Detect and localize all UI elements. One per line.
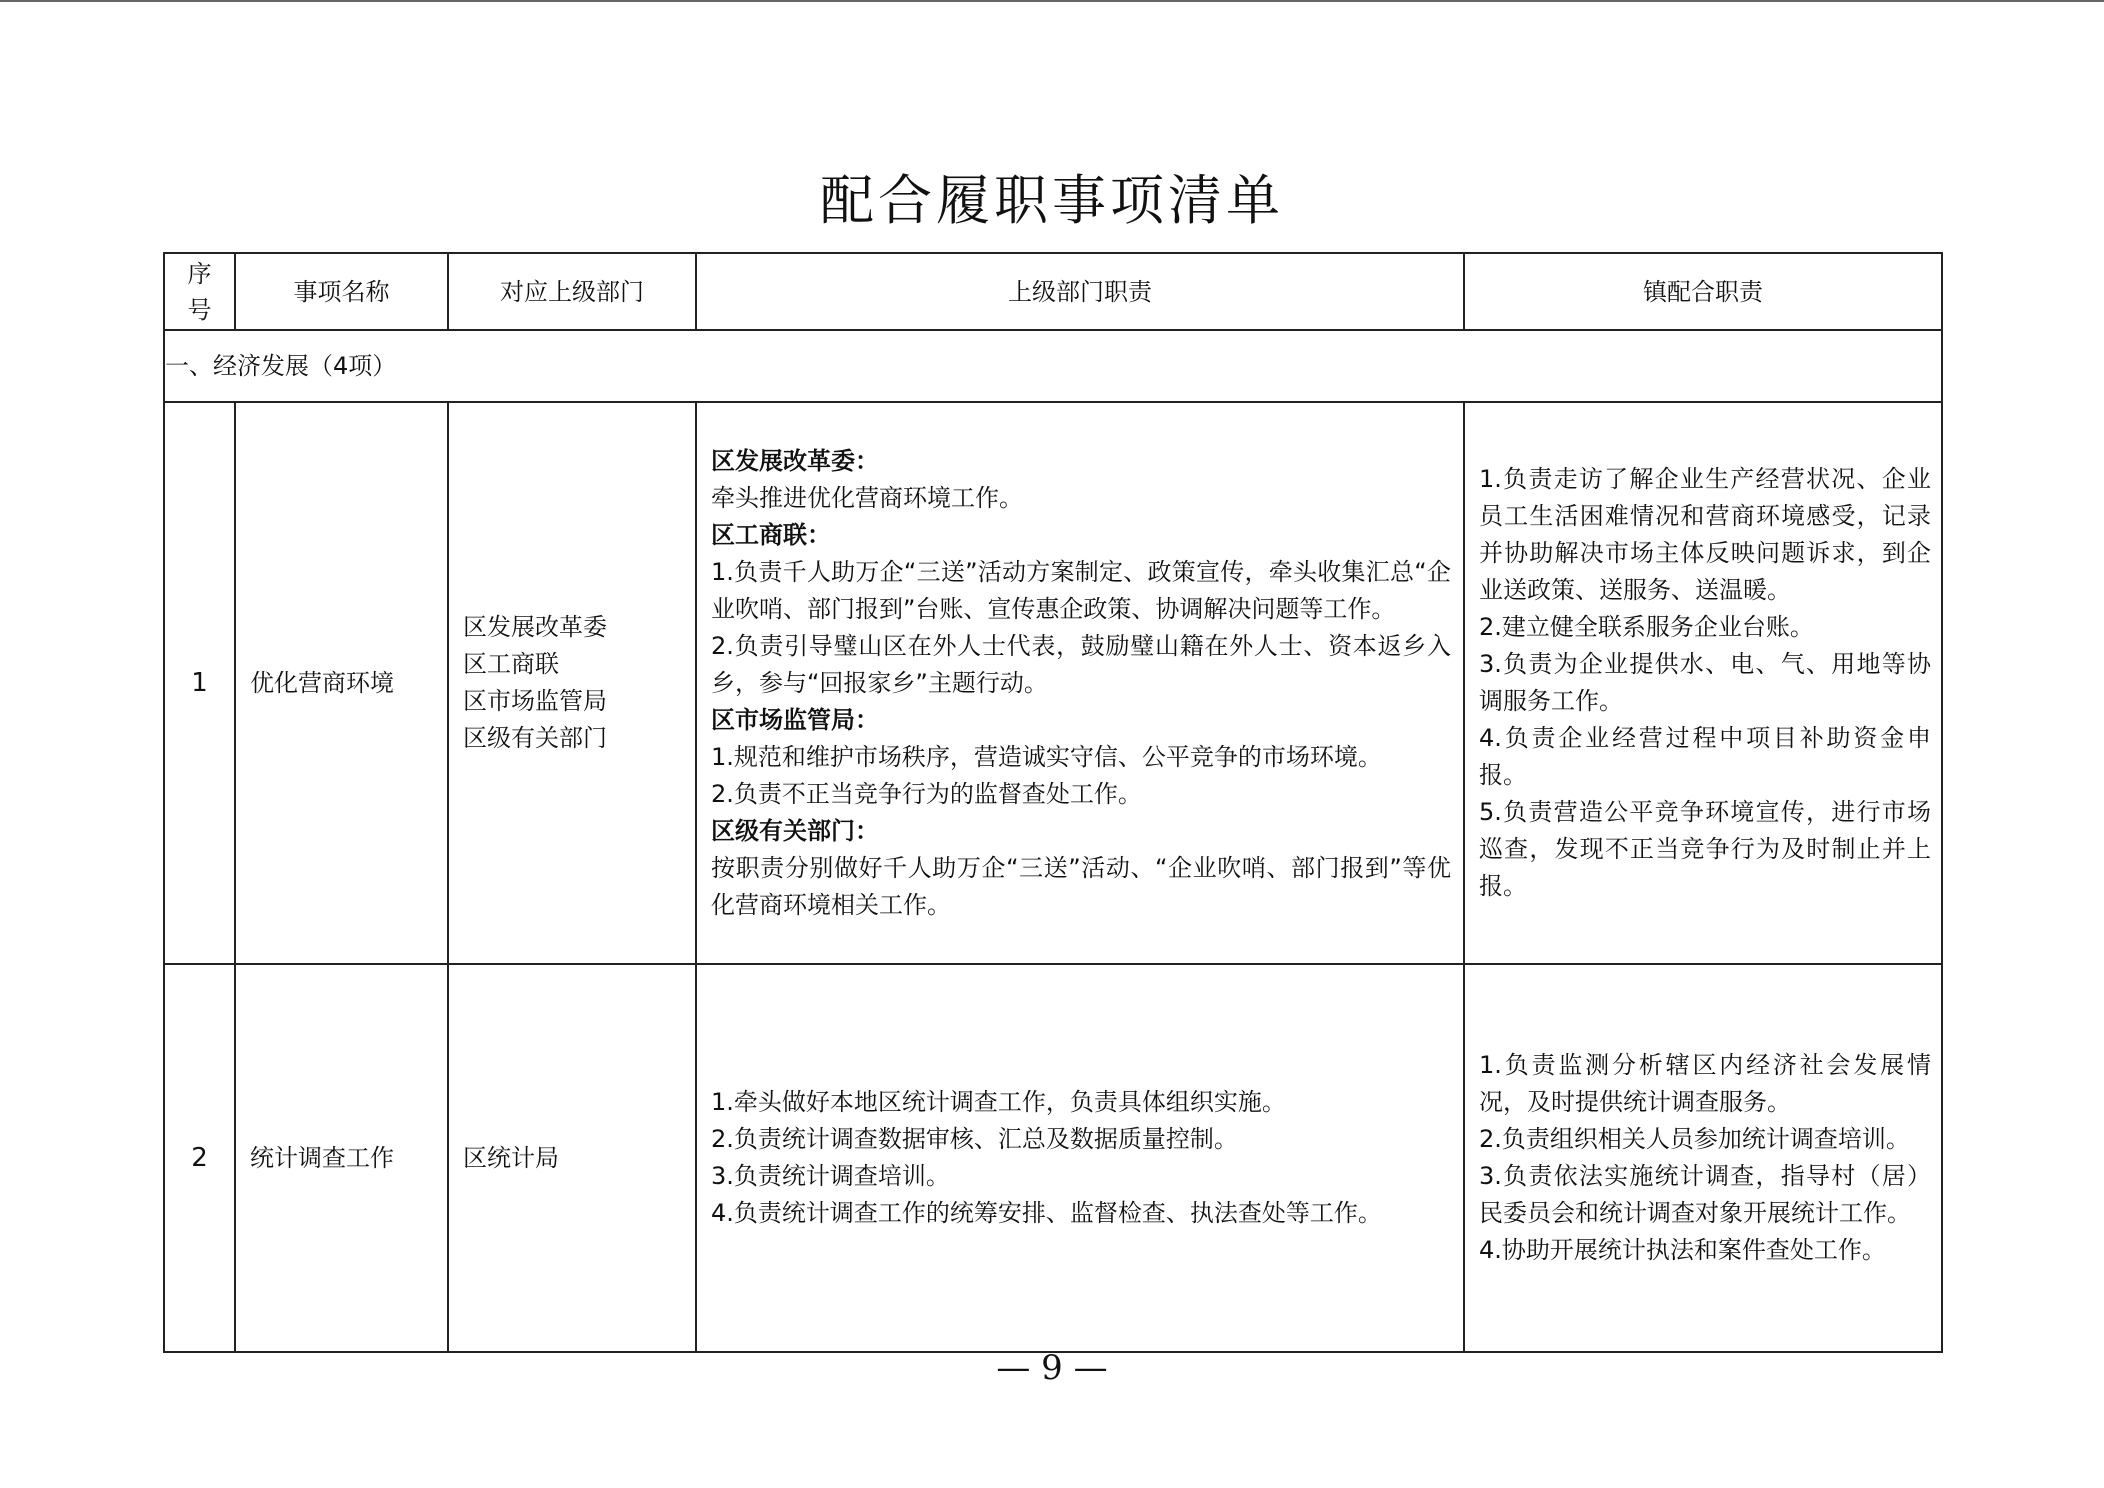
header-dept-duty: 上级部门职责 [696, 253, 1464, 330]
duty-dept-heading: 区发展改革委： [711, 446, 879, 475]
dept-name: 区工商联 [463, 650, 559, 678]
dept-name: 区发展改革委 [463, 613, 607, 641]
duty-line: 1.牵头做好本地区统计调查工作，负责具体组织实施。 [711, 1088, 1286, 1116]
page-number: — 9 — [996, 1348, 1108, 1388]
dept-duty [696, 964, 1464, 1352]
table-header-row [164, 253, 1942, 330]
coop-line: 1.负责走访了解企业生产经营状况、企业员工生活困难情况和营商环境感受，记录并协助解决市场主体反映问题诉求，到企业送政策、送服务、送温暖。 [1479, 465, 1931, 604]
item-name: 优化营商环境 [235, 402, 448, 964]
duty-line: 按职责分别做好千人助万企“三送”活动、“企业吹哨、部门报到”等优化营商环境相关工作。 [711, 853, 1451, 919]
coop-line: 2.建立健全联系服务企业台账。 [1479, 613, 1814, 641]
coop-line: 5.负责营造公平竞争环境宣传，进行市场巡查，发现不正当竞争行为及时制止并上报。 [1479, 798, 1931, 900]
dept-name: 区市场监管局 [463, 687, 607, 715]
row-number: 1 [164, 402, 235, 964]
coop-line: 4.协助开展统计执法和案件查处工作。 [1479, 1236, 1886, 1264]
coop-line: 2.负责组织相关人员参加统计调查培训。 [1479, 1125, 1910, 1153]
town-duty [1464, 402, 1942, 964]
dept-name: 区级有关部门 [463, 724, 607, 752]
table-row [164, 402, 1942, 964]
coop-line: 1.负责监测分析辖区内经济社会发展情况，及时提供统计调查服务。 [1479, 1051, 1931, 1116]
coop-line: 3.负责为企业提供水、电、气、用地等协调服务工作。 [1479, 650, 1931, 715]
header-dept: 对应上级部门 [448, 253, 696, 330]
row-number: 2 [164, 964, 235, 1352]
table-row [164, 964, 1942, 1352]
section-row [164, 330, 1942, 402]
item-name: 统计调查工作 [235, 964, 448, 1352]
header-item-name: 事项名称 [235, 253, 448, 330]
town-duty [1464, 964, 1942, 1352]
duty-line: 2.负责不正当竞争行为的监督查处工作。 [711, 779, 1142, 808]
duty-line: 3.负责统计调查培训。 [711, 1162, 950, 1190]
header-seq: 序号 [164, 253, 235, 330]
header-town-duty: 镇配合职责 [1464, 253, 1942, 330]
dept-name: 区统计局 [463, 1143, 559, 1172]
duty-line: 4.负责统计调查工作的统筹安排、监督检查、执法查处等工作。 [711, 1199, 1382, 1227]
duty-line: 2.负责统计调查数据审核、汇总及数据质量控制。 [711, 1125, 1238, 1153]
section-title: 一、经济发展（4项） [164, 330, 1942, 402]
page-top-border [0, 0, 2104, 2]
duty-dept-heading: 区市场监管局： [711, 705, 879, 734]
coop-line: 4.负责企业经营过程中项目补助资金申报。 [1479, 724, 1931, 789]
duty-line: 牵头推进优化营商环境工作。 [711, 483, 1023, 512]
duty-line: 2.负责引导璧山区在外人士代表，鼓励璧山籍在外人士、资本返乡入乡，参与“回报家乡”主题行动。 [711, 631, 1451, 697]
duty-line: 1.规范和维护市场秩序，营造诚实守信、公平竞争的市场环境。 [711, 742, 1382, 771]
responsibility-table [163, 252, 1943, 1353]
coop-line: 3.负责依法实施统计调查，指导村（居）民委员会和统计调查对象开展统计工作。 [1479, 1162, 1931, 1227]
dept-list [448, 964, 696, 1352]
duty-line: 1.负责千人助万企“三送”活动方案制定、政策宣传，牵头收集汇总“企业吹哨、部门报到”台账、宣传惠企政策、协调解决问题等工作。 [711, 557, 1451, 623]
page-title: 配合履职事项清单 [820, 169, 1284, 232]
duty-dept-heading: 区级有关部门： [711, 816, 879, 845]
dept-list [448, 402, 696, 964]
duty-dept-heading: 区工商联： [711, 520, 831, 549]
dept-duty [696, 402, 1464, 964]
